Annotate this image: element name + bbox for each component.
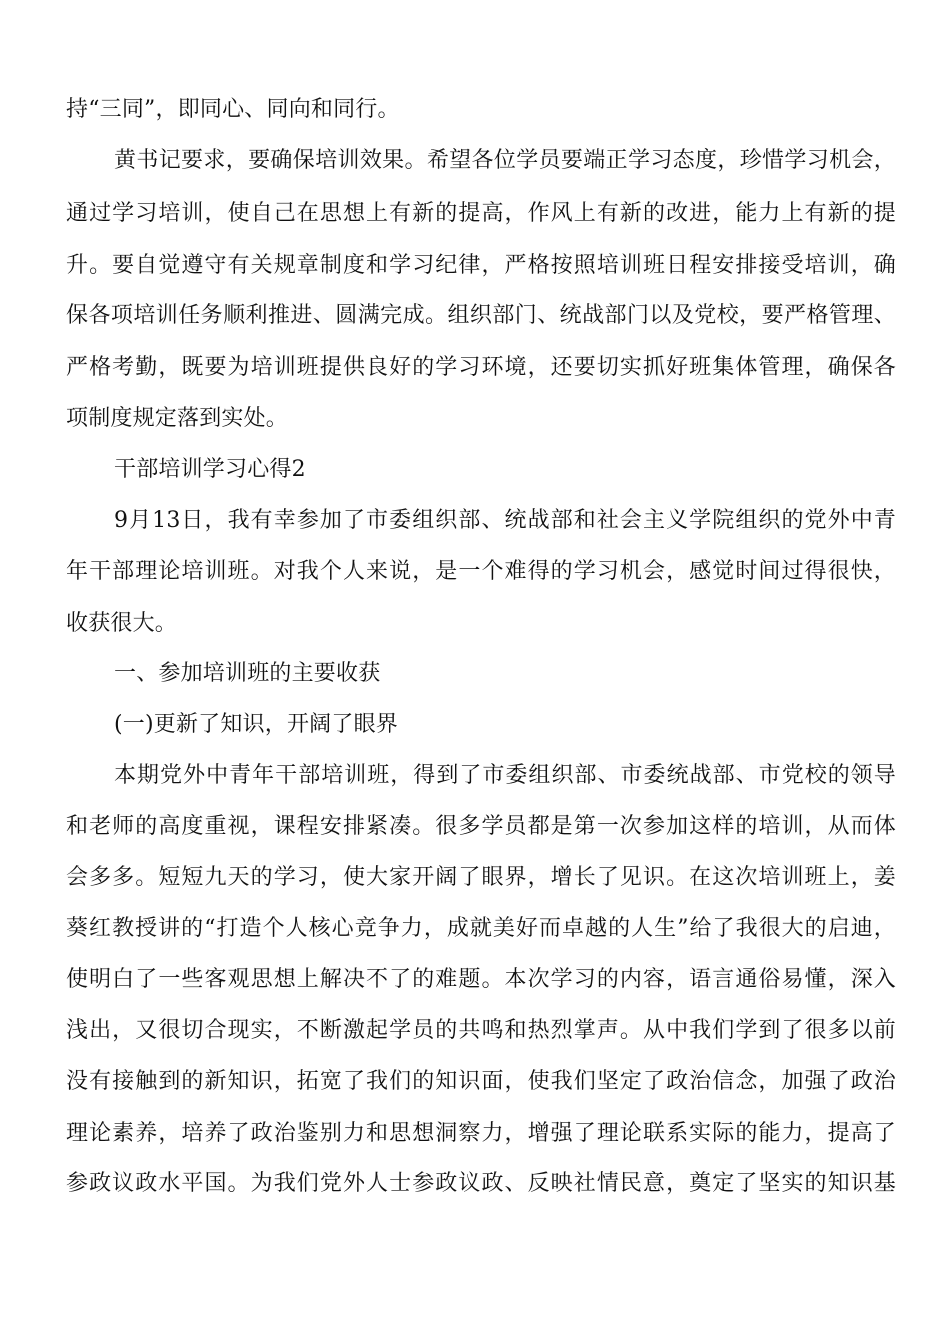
text-line: 浅出，又很切合现实，不断激起学员的共鸣和热烈掌声。从中我们学到了很多以前 bbox=[66, 1018, 896, 1043]
text-line: 会多多。短短九天的学习，使大家开阔了眼界，增长了见识。在这次培训班上，姜 bbox=[66, 865, 896, 890]
text-line: 收获很大。 bbox=[66, 611, 178, 636]
text-line: 本期党外中青年干部培训班，得到了市委组织部、市委统战部、市党校的领导 bbox=[114, 763, 896, 788]
text-line: 葵红教授讲的“打造个人核心竞争力，成就美好而卓越的人生”给了我很大的启迪， bbox=[66, 916, 896, 941]
text-line: 保各项培训任务顺利推进、圆满完成。组织部门、统战部门以及党校，要严格管理、 bbox=[66, 303, 896, 328]
text-line: 项制度规定落到实处。 bbox=[66, 406, 289, 431]
subheading: (一)更新了知识，开阔了眼界 bbox=[114, 712, 398, 737]
text-line: 和老师的高度重视，课程安排紧凑。很多学员都是第一次参加这样的培训，从而体 bbox=[66, 814, 896, 839]
text-line: 理论素养，培养了政治鉴别力和思想洞察力，增强了理论联系实际的能力，提高了 bbox=[66, 1121, 896, 1146]
text-line: 9月13日，我有幸参加了市委组织部、统战部和社会主义学院组织的党外中青 bbox=[114, 508, 896, 533]
heading: 一、参加培训班的主要收获 bbox=[114, 661, 381, 686]
text-line: 使明白了一些客观思想上解决不了的难题。本次学习的内容，语言通俗易懂，深入 bbox=[66, 967, 896, 992]
text-line: 参政议政水平国。为我们党外人士参政议政、反映社情民意，奠定了坚实的知识基 bbox=[66, 1171, 896, 1196]
text-line: 黄书记要求，要确保培训效果。希望各位学员要端正学习态度，珍惜学习机会， bbox=[114, 148, 896, 173]
text-line: 升。要自觉遵守有关规章制度和学习纪律，严格按照培训班日程安排接受培训，确 bbox=[66, 253, 896, 278]
section-title: 干部培训学习心得2 bbox=[114, 457, 306, 482]
text-line: 没有接触到的新知识，拓宽了我们的知识面，使我们坚定了政治信念，加强了政治 bbox=[66, 1069, 896, 1094]
text-line: 严格考勤，既要为培训班提供良好的学习环境，还要切实抓好班集体管理，确保各 bbox=[66, 355, 896, 380]
text-line: 持“三同”，即同心、同向和同行。 bbox=[66, 97, 400, 122]
text-line: 通过学习培训，使自己在思想上有新的提高，作风上有新的改进，能力上有新的提 bbox=[66, 201, 896, 226]
text-line: 年干部理论培训班。对我个人来说，是一个难得的学习机会，感觉时间过得很快， bbox=[66, 559, 896, 584]
